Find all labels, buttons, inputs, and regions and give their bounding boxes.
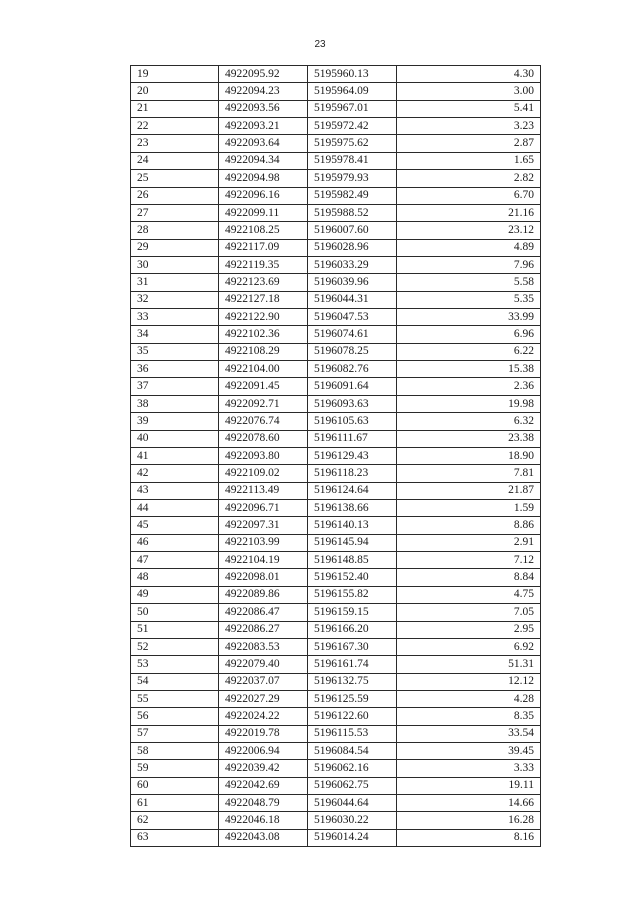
x-coordinate-cell: 4922091.45 (219, 378, 308, 395)
point-number-cell: 27 (131, 204, 219, 221)
point-number-cell: 54 (131, 673, 219, 690)
table-row (131, 673, 541, 690)
table-row (131, 100, 541, 117)
distance-cell: 23.38 (397, 430, 541, 447)
x-coordinate-cell: 4922086.27 (219, 621, 308, 638)
x-coordinate-cell: 4922094.98 (219, 170, 308, 187)
point-number-cell: 37 (131, 378, 219, 395)
y-coordinate-cell: 5196118.23 (308, 465, 397, 482)
distance-cell: 7.12 (397, 552, 541, 569)
table-row (131, 638, 541, 655)
x-coordinate-cell: 4922127.18 (219, 291, 308, 308)
point-number-cell: 51 (131, 621, 219, 638)
y-coordinate-cell: 5196124.64 (308, 482, 397, 499)
table-row (131, 447, 541, 464)
x-coordinate-cell: 4922093.21 (219, 118, 308, 135)
table-row (131, 465, 541, 482)
x-coordinate-cell: 4922097.31 (219, 517, 308, 534)
table-row (131, 361, 541, 378)
x-coordinate-cell: 4922006.94 (219, 743, 308, 760)
y-coordinate-cell: 5196007.60 (308, 222, 397, 239)
y-coordinate-cell: 5195975.62 (308, 135, 397, 152)
point-number-cell: 60 (131, 777, 219, 794)
point-number-cell: 57 (131, 725, 219, 742)
y-coordinate-cell: 5196122.60 (308, 708, 397, 725)
table-row (131, 413, 541, 430)
x-coordinate-cell: 4922109.02 (219, 465, 308, 482)
table-row (131, 812, 541, 829)
distance-cell: 7.05 (397, 604, 541, 621)
x-coordinate-cell: 4922048.79 (219, 795, 308, 812)
point-number-cell: 25 (131, 170, 219, 187)
y-coordinate-cell: 5196161.74 (308, 656, 397, 673)
y-coordinate-cell: 5196159.15 (308, 604, 397, 621)
x-coordinate-cell: 4922096.71 (219, 499, 308, 516)
distance-cell: 1.65 (397, 152, 541, 169)
table-row (131, 170, 541, 187)
distance-cell: 6.92 (397, 638, 541, 655)
table-row (131, 291, 541, 308)
coordinates-table (130, 65, 541, 847)
x-coordinate-cell: 4922019.78 (219, 725, 308, 742)
table-row (131, 795, 541, 812)
table-row (131, 309, 541, 326)
distance-cell: 19.11 (397, 777, 541, 794)
distance-cell: 21.87 (397, 482, 541, 499)
point-number-cell: 45 (131, 517, 219, 534)
distance-cell: 2.87 (397, 135, 541, 152)
x-coordinate-cell: 4922122.90 (219, 309, 308, 326)
x-coordinate-cell: 4922102.36 (219, 326, 308, 343)
point-number-cell: 42 (131, 465, 219, 482)
table-row (131, 760, 541, 777)
distance-cell: 4.89 (397, 239, 541, 256)
table-row (131, 499, 541, 516)
table-row (131, 152, 541, 169)
y-coordinate-cell: 5196155.82 (308, 586, 397, 603)
table-row (131, 604, 541, 621)
distance-cell: 33.99 (397, 309, 541, 326)
distance-cell: 2.95 (397, 621, 541, 638)
distance-cell: 5.58 (397, 274, 541, 291)
x-coordinate-cell: 4922096.16 (219, 187, 308, 204)
distance-cell: 15.38 (397, 361, 541, 378)
x-coordinate-cell: 4922098.01 (219, 569, 308, 586)
x-coordinate-cell: 4922079.40 (219, 656, 308, 673)
distance-cell: 1.59 (397, 499, 541, 516)
y-coordinate-cell: 5196014.24 (308, 829, 397, 846)
y-coordinate-cell: 5196062.16 (308, 760, 397, 777)
distance-cell: 3.33 (397, 760, 541, 777)
table-row (131, 83, 541, 100)
distance-cell: 6.70 (397, 187, 541, 204)
y-coordinate-cell: 5196105.63 (308, 413, 397, 430)
y-coordinate-cell: 5195978.41 (308, 152, 397, 169)
y-coordinate-cell: 5196028.96 (308, 239, 397, 256)
x-coordinate-cell: 4922119.35 (219, 256, 308, 273)
point-number-cell: 59 (131, 760, 219, 777)
table-row (131, 690, 541, 707)
table-row (131, 343, 541, 360)
point-number-cell: 49 (131, 586, 219, 603)
y-coordinate-cell: 5196166.20 (308, 621, 397, 638)
y-coordinate-cell: 5196044.64 (308, 795, 397, 812)
table-row (131, 586, 541, 603)
point-number-cell: 32 (131, 291, 219, 308)
x-coordinate-cell: 4922117.09 (219, 239, 308, 256)
y-coordinate-cell: 5196074.61 (308, 326, 397, 343)
point-number-cell: 44 (131, 499, 219, 516)
x-coordinate-cell: 4922094.34 (219, 152, 308, 169)
point-number-cell: 28 (131, 222, 219, 239)
table-row (131, 135, 541, 152)
distance-cell: 16.28 (397, 812, 541, 829)
table-row (131, 534, 541, 551)
point-number-cell: 38 (131, 395, 219, 412)
point-number-cell: 23 (131, 135, 219, 152)
x-coordinate-cell: 4922039.42 (219, 760, 308, 777)
point-number-cell: 36 (131, 361, 219, 378)
x-coordinate-cell: 4922093.64 (219, 135, 308, 152)
point-number-cell: 19 (131, 66, 219, 83)
distance-cell: 4.30 (397, 66, 541, 83)
table-row (131, 430, 541, 447)
distance-cell: 39.45 (397, 743, 541, 760)
y-coordinate-cell: 5195972.42 (308, 118, 397, 135)
point-number-cell: 31 (131, 274, 219, 291)
x-coordinate-cell: 4922104.00 (219, 361, 308, 378)
table-row (131, 743, 541, 760)
table-row (131, 239, 541, 256)
y-coordinate-cell: 5196140.13 (308, 517, 397, 534)
y-coordinate-cell: 5195988.52 (308, 204, 397, 221)
point-number-cell: 33 (131, 309, 219, 326)
distance-cell: 5.41 (397, 100, 541, 117)
distance-cell: 2.36 (397, 378, 541, 395)
coordinates-table-body (131, 66, 541, 847)
page-number: 23 (314, 39, 326, 50)
distance-cell: 4.28 (397, 690, 541, 707)
y-coordinate-cell: 5196129.43 (308, 447, 397, 464)
point-number-cell: 39 (131, 413, 219, 430)
table-row (131, 517, 541, 534)
table-row (131, 829, 541, 846)
y-coordinate-cell: 5196152.40 (308, 569, 397, 586)
point-number-cell: 26 (131, 187, 219, 204)
table-row (131, 708, 541, 725)
y-coordinate-cell: 5196145.94 (308, 534, 397, 551)
point-number-cell: 47 (131, 552, 219, 569)
x-coordinate-cell: 4922086.47 (219, 604, 308, 621)
point-number-cell: 61 (131, 795, 219, 812)
x-coordinate-cell: 4922103.99 (219, 534, 308, 551)
table-row (131, 725, 541, 742)
x-coordinate-cell: 4922089.86 (219, 586, 308, 603)
distance-cell: 33.54 (397, 725, 541, 742)
y-coordinate-cell: 5195979.93 (308, 170, 397, 187)
table-row (131, 482, 541, 499)
distance-cell: 23.12 (397, 222, 541, 239)
point-number-cell: 43 (131, 482, 219, 499)
point-number-cell: 46 (131, 534, 219, 551)
point-number-cell: 20 (131, 83, 219, 100)
point-number-cell: 62 (131, 812, 219, 829)
distance-cell: 8.84 (397, 569, 541, 586)
x-coordinate-cell: 4922094.23 (219, 83, 308, 100)
table-row (131, 222, 541, 239)
distance-cell: 8.16 (397, 829, 541, 846)
distance-cell: 8.86 (397, 517, 541, 534)
y-coordinate-cell: 5196111.67 (308, 430, 397, 447)
table-row (131, 569, 541, 586)
distance-cell: 19.98 (397, 395, 541, 412)
table-row (131, 66, 541, 83)
x-coordinate-cell: 4922024.22 (219, 708, 308, 725)
distance-cell: 8.35 (397, 708, 541, 725)
distance-cell: 5.35 (397, 291, 541, 308)
distance-cell: 3.00 (397, 83, 541, 100)
point-number-cell: 48 (131, 569, 219, 586)
table-row (131, 395, 541, 412)
distance-cell: 6.96 (397, 326, 541, 343)
y-coordinate-cell: 5196033.29 (308, 256, 397, 273)
y-coordinate-cell: 5196047.53 (308, 309, 397, 326)
x-coordinate-cell: 4922078.60 (219, 430, 308, 447)
x-coordinate-cell: 4922099.11 (219, 204, 308, 221)
x-coordinate-cell: 4922093.80 (219, 447, 308, 464)
x-coordinate-cell: 4922104.19 (219, 552, 308, 569)
distance-cell: 4.75 (397, 586, 541, 603)
point-number-cell: 40 (131, 430, 219, 447)
point-number-cell: 29 (131, 239, 219, 256)
point-number-cell: 50 (131, 604, 219, 621)
x-coordinate-cell: 4922037.07 (219, 673, 308, 690)
x-coordinate-cell: 4922108.29 (219, 343, 308, 360)
table-row (131, 552, 541, 569)
y-coordinate-cell: 5196044.31 (308, 291, 397, 308)
x-coordinate-cell: 4922123.69 (219, 274, 308, 291)
y-coordinate-cell: 5196167.30 (308, 638, 397, 655)
distance-cell: 6.22 (397, 343, 541, 360)
x-coordinate-cell: 4922027.29 (219, 690, 308, 707)
table-row (131, 378, 541, 395)
point-number-cell: 30 (131, 256, 219, 273)
distance-cell: 12.12 (397, 673, 541, 690)
point-number-cell: 41 (131, 447, 219, 464)
point-number-cell: 58 (131, 743, 219, 760)
y-coordinate-cell: 5196082.76 (308, 361, 397, 378)
table-row (131, 326, 541, 343)
x-coordinate-cell: 4922042.69 (219, 777, 308, 794)
x-coordinate-cell: 4922046.18 (219, 812, 308, 829)
point-number-cell: 21 (131, 100, 219, 117)
x-coordinate-cell: 4922083.53 (219, 638, 308, 655)
y-coordinate-cell: 5195967.01 (308, 100, 397, 117)
y-coordinate-cell: 5196138.66 (308, 499, 397, 516)
table-row (131, 274, 541, 291)
distance-cell: 7.81 (397, 465, 541, 482)
y-coordinate-cell: 5196062.75 (308, 777, 397, 794)
point-number-cell: 35 (131, 343, 219, 360)
table-row (131, 256, 541, 273)
distance-cell: 7.96 (397, 256, 541, 273)
distance-cell: 6.32 (397, 413, 541, 430)
y-coordinate-cell: 5196115.53 (308, 725, 397, 742)
x-coordinate-cell: 4922095.92 (219, 66, 308, 83)
y-coordinate-cell: 5196091.64 (308, 378, 397, 395)
y-coordinate-cell: 5196084.54 (308, 743, 397, 760)
y-coordinate-cell: 5196148.85 (308, 552, 397, 569)
y-coordinate-cell: 5195982.49 (308, 187, 397, 204)
x-coordinate-cell: 4922043.08 (219, 829, 308, 846)
table-row (131, 187, 541, 204)
y-coordinate-cell: 5195964.09 (308, 83, 397, 100)
y-coordinate-cell: 5196039.96 (308, 274, 397, 291)
distance-cell: 18.90 (397, 447, 541, 464)
y-coordinate-cell: 5195960.13 (308, 66, 397, 83)
distance-cell: 14.66 (397, 795, 541, 812)
distance-cell: 21.16 (397, 204, 541, 221)
distance-cell: 3.23 (397, 118, 541, 135)
x-coordinate-cell: 4922076.74 (219, 413, 308, 430)
x-coordinate-cell: 4922093.56 (219, 100, 308, 117)
point-number-cell: 34 (131, 326, 219, 343)
x-coordinate-cell: 4922108.25 (219, 222, 308, 239)
point-number-cell: 55 (131, 690, 219, 707)
y-coordinate-cell: 5196132.75 (308, 673, 397, 690)
point-number-cell: 22 (131, 118, 219, 135)
x-coordinate-cell: 4922113.49 (219, 482, 308, 499)
x-coordinate-cell: 4922092.71 (219, 395, 308, 412)
point-number-cell: 63 (131, 829, 219, 846)
point-number-cell: 53 (131, 656, 219, 673)
table-row (131, 204, 541, 221)
y-coordinate-cell: 5196030.22 (308, 812, 397, 829)
table-row (131, 656, 541, 673)
table-row (131, 118, 541, 135)
point-number-cell: 56 (131, 708, 219, 725)
point-number-cell: 24 (131, 152, 219, 169)
y-coordinate-cell: 5196093.63 (308, 395, 397, 412)
y-coordinate-cell: 5196125.59 (308, 690, 397, 707)
distance-cell: 2.91 (397, 534, 541, 551)
y-coordinate-cell: 5196078.25 (308, 343, 397, 360)
point-number-cell: 52 (131, 638, 219, 655)
distance-cell: 51.31 (397, 656, 541, 673)
table-row (131, 777, 541, 794)
table-row (131, 621, 541, 638)
distance-cell: 2.82 (397, 170, 541, 187)
